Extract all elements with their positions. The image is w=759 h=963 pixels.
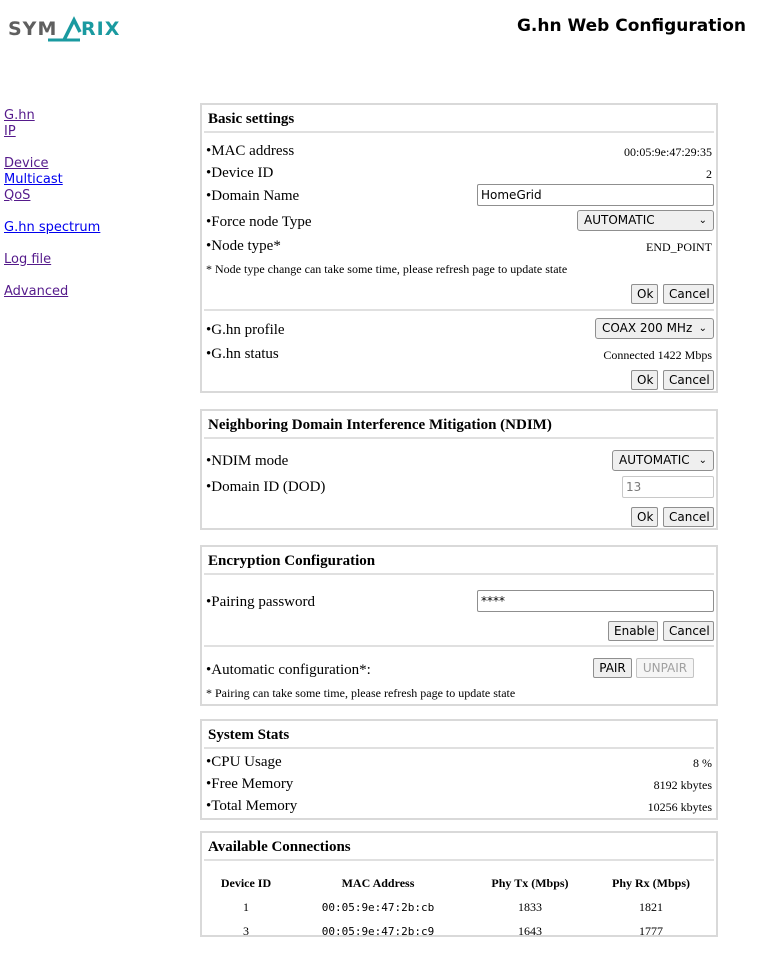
cpu-usage-row bbox=[206, 752, 712, 774]
system-stats-title: System Stats bbox=[204, 721, 714, 749]
ghn-status-label: •G.hn status bbox=[206, 346, 279, 362]
total-memory-value: 10256 kbytes bbox=[647, 800, 712, 814]
cpu-usage-label: •CPU Usage bbox=[206, 754, 282, 770]
node-type-value: END_POINT bbox=[646, 240, 712, 254]
device-id-cell: 3 bbox=[243, 923, 249, 938]
chevron-down-icon: ⌄ bbox=[698, 215, 707, 226]
logo-text-left: SYM bbox=[8, 18, 58, 40]
phy-rx-cell: 1777 bbox=[639, 923, 663, 938]
system-stats-panel bbox=[200, 719, 718, 820]
ndim-mode-select[interactable] bbox=[612, 450, 714, 471]
mac-address-cell: 00:05:9e:47:2b:cb bbox=[321, 900, 435, 914]
phy-tx-cell: 1833 bbox=[518, 899, 542, 914]
table-row bbox=[206, 919, 712, 943]
ndim-ok-button[interactable]: Ok bbox=[631, 507, 658, 527]
node-type-note: * Node type change can take some time, please refresh page to update state bbox=[206, 262, 568, 276]
chevron-down-icon: ⌄ bbox=[698, 455, 707, 466]
nav-multicast[interactable]: Multicast bbox=[4, 172, 63, 187]
ndim-title: Neighboring Domain Interference Mitigation (NDIM) bbox=[204, 411, 714, 439]
node-type-label: •Node type* bbox=[206, 238, 281, 254]
enable-button[interactable]: Enable bbox=[608, 621, 658, 641]
phy-tx-cell: 1643 bbox=[518, 923, 542, 938]
basic-cancel-button[interactable]: Cancel bbox=[663, 284, 714, 304]
domain-name-label: •Domain Name bbox=[206, 188, 300, 204]
col-phy-rx: Phy Rx (Mbps) bbox=[611, 875, 690, 890]
encryption-cancel-button[interactable]: Cancel bbox=[663, 621, 714, 641]
basic-settings-title: Basic settings bbox=[204, 105, 714, 133]
unpair-button[interactable]: UNPAIR bbox=[636, 658, 694, 678]
table-row bbox=[206, 895, 712, 919]
divider bbox=[204, 309, 714, 311]
cpu-usage-value: 8 % bbox=[693, 756, 712, 770]
connections-table bbox=[206, 871, 712, 943]
encryption-title: Encryption Configuration bbox=[204, 547, 714, 575]
free-memory-value: 8192 kbytes bbox=[653, 778, 712, 792]
total-memory-label: •Total Memory bbox=[206, 798, 298, 814]
nav-ghn[interactable]: G.hn bbox=[4, 108, 35, 123]
ghn-status-row bbox=[206, 344, 712, 366]
ghn-profile-label: •G.hn profile bbox=[206, 322, 285, 338]
nav-log-file[interactable]: Log file bbox=[4, 252, 52, 267]
basic-settings-panel bbox=[200, 103, 718, 393]
device-id-value: 2 bbox=[706, 167, 712, 181]
free-memory-row bbox=[206, 774, 712, 796]
chevron-down-icon: ⌄ bbox=[698, 323, 707, 334]
mac-address-row bbox=[206, 141, 712, 163]
symarix-logo bbox=[8, 14, 138, 44]
nav-device[interactable]: Device bbox=[4, 156, 49, 171]
domain-id-input[interactable]: 13 bbox=[622, 476, 714, 498]
available-connections-title: Available Connections bbox=[204, 833, 714, 861]
domain-id-label: •Domain ID (DOD) bbox=[206, 479, 326, 495]
free-memory-label: •Free Memory bbox=[206, 776, 294, 792]
mac-address-cell: 00:05:9e:47:2b:c9 bbox=[321, 924, 435, 938]
nav-advanced[interactable]: Advanced bbox=[4, 284, 69, 299]
divider bbox=[204, 645, 714, 647]
sidebar-nav bbox=[4, 108, 100, 300]
col-device-id: Device ID bbox=[220, 875, 272, 890]
nav-ghn-spectrum[interactable]: G.hn spectrum bbox=[4, 220, 101, 235]
node-type-row bbox=[206, 236, 712, 258]
pair-button[interactable]: PAIR bbox=[593, 658, 632, 678]
pairing-note: * Pairing can take some time, please refresh page to update state bbox=[206, 686, 516, 700]
mac-address-value: 00:05:9e:47:29:35 bbox=[624, 145, 712, 159]
available-connections-panel bbox=[200, 831, 718, 937]
nav-ip[interactable]: IP bbox=[4, 124, 16, 139]
pairing-password-input[interactable]: **** bbox=[477, 590, 714, 612]
mac-address-label: •MAC address bbox=[206, 143, 295, 159]
device-id-label: •Device ID bbox=[206, 165, 274, 181]
force-node-select[interactable] bbox=[577, 210, 714, 231]
table-header-row bbox=[206, 871, 712, 895]
ndim-panel bbox=[200, 409, 718, 530]
pairing-password-label: •Pairing password bbox=[206, 594, 315, 610]
col-mac-address: MAC Address bbox=[341, 875, 415, 890]
force-node-label: •Force node Type bbox=[206, 214, 312, 230]
profile-cancel-button[interactable]: Cancel bbox=[663, 370, 714, 390]
ghn-status-value: Connected 1422 Mbps bbox=[603, 348, 712, 362]
logo-mark bbox=[64, 20, 80, 40]
total-memory-row bbox=[206, 796, 712, 818]
profile-ok-button[interactable]: Ok bbox=[631, 370, 658, 390]
domain-name-input[interactable]: HomeGrid bbox=[477, 184, 714, 206]
automatic-config-label: •Automatic configuration*: bbox=[206, 662, 371, 678]
nav-qos[interactable]: QoS bbox=[4, 188, 31, 203]
basic-ok-button[interactable]: Ok bbox=[631, 284, 658, 304]
ndim-cancel-button[interactable]: Cancel bbox=[663, 507, 714, 527]
logo-text-right: RIX bbox=[81, 18, 121, 40]
ghn-profile-selected: COAX 200 MHz bbox=[602, 321, 693, 335]
encryption-panel bbox=[200, 545, 718, 706]
force-node-selected: AUTOMATIC bbox=[584, 213, 655, 227]
phy-rx-cell: 1821 bbox=[639, 899, 663, 914]
ghn-profile-select[interactable] bbox=[595, 318, 714, 339]
device-id-cell: 1 bbox=[243, 899, 249, 914]
page-title: G.hn Web Configuration bbox=[516, 16, 746, 36]
col-phy-tx: Phy Tx (Mbps) bbox=[491, 875, 569, 890]
ndim-mode-selected: AUTOMATIC bbox=[619, 453, 690, 467]
device-id-row bbox=[206, 163, 712, 185]
ndim-mode-label: •NDIM mode bbox=[206, 453, 289, 469]
